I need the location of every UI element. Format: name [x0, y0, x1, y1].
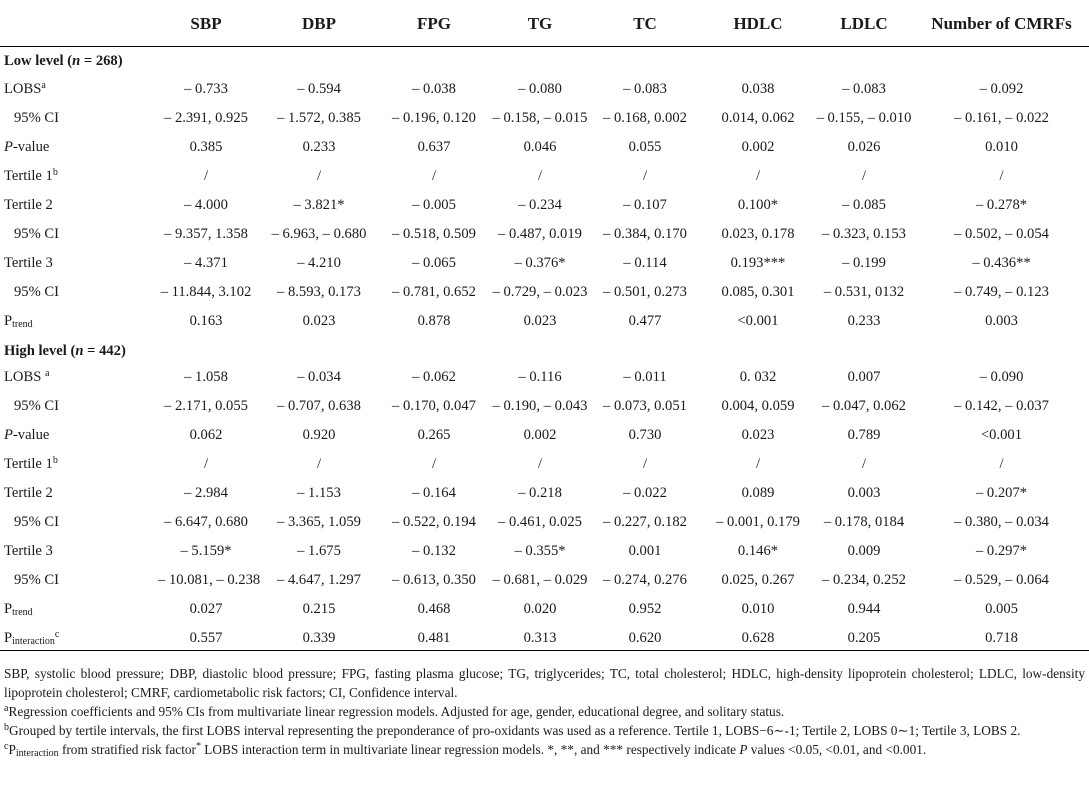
table-cell: /: [755, 456, 761, 472]
table-cell: 0.010: [985, 139, 1018, 155]
table-cell: 0.055: [628, 139, 662, 155]
table-cell: – 0.155, – 0.010: [816, 110, 912, 126]
table-footnotes: [4, 664, 1085, 759]
table-cell: /: [203, 456, 209, 472]
table-cell: /: [999, 168, 1004, 184]
table-cell: – 0.199: [842, 255, 886, 271]
table-cell: – 0.234: [518, 197, 562, 213]
row-label: LOBS $^a$: [4, 368, 50, 385]
row-label: Tertile 3: [4, 255, 53, 271]
table-cell: – 0.161, – 0.022: [954, 110, 1049, 126]
row-label: P-value: [4, 427, 50, 443]
table-cell: 0.023, 0.178: [721, 226, 795, 242]
column-header: TG: [527, 14, 553, 33]
column-header: TC: [633, 14, 657, 33]
table-cell: – 0.278*: [975, 197, 1028, 213]
header-rule: [0, 46, 1089, 47]
row-label: 95% CI: [14, 284, 59, 300]
table-cell: – 0.461, 0.025: [498, 514, 582, 530]
table-cell: – 5.159*: [180, 543, 232, 559]
table-cell: – 0.116: [518, 369, 562, 385]
table-cell: 0.020: [523, 601, 557, 617]
table-cell: 0.046: [523, 139, 557, 155]
table-cell: – 0.297*: [975, 543, 1028, 559]
row-label: 95% CI: [14, 572, 59, 588]
row-label: 95% CI: [14, 226, 59, 242]
table-row: [0, 480, 1089, 509]
table-cell: <0.001: [980, 427, 1023, 443]
table-cell: – 10.081, – 0.238: [158, 572, 261, 588]
row-label: $P_{interaction}^c$: [4, 629, 60, 647]
table-row: [0, 509, 1089, 538]
table-cell: – 0.733: [184, 81, 228, 97]
table-cell: – 0.178, 0184: [823, 514, 905, 530]
table-cell: 0.002: [741, 139, 775, 155]
table-cell: 0.952: [628, 601, 662, 617]
row-label: Tertile 3: [4, 543, 53, 559]
table-row: [0, 451, 1089, 480]
table-cell: – 0.083: [842, 81, 886, 97]
table-row: [0, 105, 1089, 134]
column-header: FPG: [417, 14, 451, 33]
table-cell: – 0.073, 0.051: [603, 398, 687, 414]
row-label: Tertile 1$^b$: [4, 167, 58, 184]
table-cell: – 0.522, 0.194: [392, 514, 476, 530]
table-cell: 0.215: [302, 601, 336, 617]
table-cell: 0.789: [847, 427, 881, 443]
table-cell: – 0.005: [412, 197, 456, 213]
table-cell: 0.468: [417, 601, 451, 617]
table-cell: – 0.355*: [514, 543, 566, 559]
table-cell: 0.026: [847, 139, 881, 155]
table-cell: – 0.681, – 0.029: [492, 572, 588, 588]
table-cell: 0.002: [523, 427, 557, 443]
table-cell: 0.481: [417, 630, 451, 646]
table-cell: – 6.963, – 0.680: [271, 226, 367, 242]
table-cell: – 4.210: [297, 255, 341, 271]
column-header: HDLC: [733, 14, 783, 33]
table-cell: – 11.844, 3.102: [160, 284, 252, 300]
table-cell: – 0.090: [979, 369, 1024, 385]
table-cell: – 0.749, – 0.123: [954, 284, 1049, 300]
table-cell: 0.005: [985, 601, 1018, 617]
table-cell: – 0.092: [979, 81, 1024, 97]
table-cell: 0.014, 0.062: [721, 110, 795, 126]
row-label: 95% CI: [14, 514, 59, 530]
table-row: [0, 279, 1089, 308]
table-cell: /: [316, 456, 322, 472]
table-cell: – 8.593, 0.173: [277, 284, 361, 300]
table-cell: 0.003: [985, 313, 1018, 329]
table-cell: – 0.083: [623, 81, 667, 97]
table-row: [0, 364, 1089, 393]
table-cell: 0.027: [189, 601, 223, 617]
table-cell: 0.477: [628, 313, 662, 329]
table-cell: – 0.594: [297, 81, 341, 97]
row-label: Tertile 2: [4, 485, 53, 501]
table-cell: – 0.531, 0132: [823, 284, 905, 300]
table-cell: – 0.164: [412, 485, 456, 501]
table-cell: 0.193***: [730, 255, 786, 271]
table-cell: 0.265: [417, 427, 451, 443]
table-row: [0, 308, 1089, 337]
table-cell: 0.944: [847, 601, 881, 617]
table-cell: 0.023: [523, 313, 557, 329]
table-cell: 0.730: [628, 427, 662, 443]
table-cell: 0.062: [189, 427, 223, 443]
table-cell: – 0.518, 0.509: [392, 226, 476, 242]
table-cell: 0.878: [417, 313, 451, 329]
table-row: [0, 567, 1089, 596]
column-header: Number of CMRFs: [931, 14, 1072, 33]
column-header: LDLC: [840, 14, 888, 33]
table-cell: – 0.707, 0.638: [277, 398, 361, 414]
table-cell: – 0.613, 0.350: [392, 572, 476, 588]
table-cell: 0.010: [741, 601, 775, 617]
table-cell: – 0.380, – 0.034: [954, 514, 1049, 530]
table-cell: 0.233: [302, 139, 336, 155]
table-cell: – 9.357, 1.358: [164, 226, 248, 242]
table-cell: 0.089: [741, 485, 775, 501]
table-cell: – 1.058: [184, 369, 228, 385]
table-cell: 0.233: [847, 313, 881, 329]
table-cell: /: [642, 168, 648, 184]
table-cell: 0.385: [189, 139, 223, 155]
table-cell: 0.100*: [737, 197, 779, 213]
table-header: [0, 0, 1089, 46]
table-cell: – 2.171, 0.055: [164, 398, 248, 414]
table-cell: – 0.501, 0.273: [603, 284, 687, 300]
table-cell: – 0.114: [623, 255, 667, 271]
table-cell: – 0.729, – 0.023: [492, 284, 588, 300]
table-cell: 0.007: [847, 369, 881, 385]
table-row: [0, 422, 1089, 451]
table-cell: 0. 032: [739, 369, 777, 385]
table-cell: – 2.984: [184, 485, 228, 501]
table-cell: – 0.384, 0.170: [603, 226, 687, 242]
table-cell: 0.009: [847, 543, 881, 559]
row-label: P-value: [4, 139, 50, 155]
table-cell: – 0.529, – 0.064: [954, 572, 1049, 588]
table-row: [0, 134, 1089, 163]
table-cell: 0.023: [302, 313, 336, 329]
row-label: Tertile 1$^b$: [4, 455, 58, 472]
table-row: [0, 76, 1089, 105]
table-cell: – 1.572, 0.385: [277, 110, 361, 126]
table-cell: – 0.038: [412, 81, 456, 97]
column-header: SBP: [190, 14, 222, 33]
table-cell: – 0.190, – 0.043: [492, 398, 588, 414]
low-level-section-title: Low level (n = 268): [4, 53, 123, 69]
table-cell: /: [642, 456, 648, 472]
table-row: [0, 393, 1089, 422]
column-header: DBP: [302, 14, 336, 33]
table-cell: – 4.000: [184, 197, 228, 213]
table-cell: <0.001: [737, 313, 779, 329]
table-cell: /: [755, 168, 761, 184]
table-cell: /: [316, 168, 322, 184]
table-cell: – 0.227, 0.182: [603, 514, 687, 530]
table-cell: 0.339: [302, 630, 336, 646]
table-row: [0, 192, 1089, 221]
table-cell: /: [431, 456, 437, 472]
table-cell: – 6.647, 0.680: [164, 514, 248, 530]
table-cell: – 1.153: [297, 485, 341, 501]
table-cell: – 0.436**: [972, 255, 1031, 271]
table-cell: – 0.107: [623, 197, 667, 213]
table-cell: – 2.391, 0.925: [164, 110, 248, 126]
table-cell: – 0.142, – 0.037: [954, 398, 1049, 414]
table-cell: – 3.821*: [293, 197, 345, 213]
table-cell: 0.023: [741, 427, 775, 443]
table-cell: – 4.371: [184, 255, 228, 271]
table-cell: – 0.158, – 0.015: [492, 110, 588, 126]
table-cell: – 0.274, 0.276: [603, 572, 687, 588]
row-label: $P_{trend}$: [4, 601, 33, 618]
table-cell: – 4.647, 1.297: [277, 572, 361, 588]
table-cell: – 0.065: [412, 255, 456, 271]
table-cell: – 0.168, 0.002: [603, 110, 687, 126]
table-cell: – 0.218: [518, 485, 562, 501]
table-cell: 0.025, 0.267: [721, 572, 795, 588]
footnote-c: $^cP_{interaction}$ from stratified risk factor* LOBS interaction term in multivariate linear regression models. *, **, and *** respectively indicate P values <0.05, <0.01, and <0.001.: [4, 741, 927, 759]
table-cell: – 0.022: [623, 485, 667, 501]
table-cell: 0.085, 0.301: [721, 284, 795, 300]
footnote-b: $^b$Grouped by tertile intervals, the first LOBS interval representing the preponderance of pro-oxidants was used as a reference. Tertile 1, LOBS−6∼-1; Tertile 2, LOBS 0∼1; Tertile 3, LOBS 2.: [4, 722, 1021, 738]
table-cell: – 0.323, 0.153: [822, 226, 906, 242]
row-label: $P_{trend}$: [4, 313, 33, 330]
table-cell: /: [203, 168, 209, 184]
table-cell: /: [861, 168, 867, 184]
table-cell: – 0.207*: [975, 485, 1028, 501]
bottom-rule: [0, 650, 1089, 651]
table-cell: 0.003: [847, 485, 881, 501]
table-cell: – 0.376*: [514, 255, 566, 271]
table-cell: – 0.001, 0.179: [716, 514, 800, 530]
table-cell: – 0.781, 0.652: [392, 284, 476, 300]
table-cell: – 0.170, 0.047: [392, 398, 476, 414]
footnote-abbreviations: SBP, systolic blood pressure; DBP, diastolic blood pressure; FPG, fasting plasma glucose; TG, triglycerides; TC, total cholesterol; HDLC, high-density lipoprotein cholesterol; LDLC, low-density lipoprotein cholesterol; CMRF, cardiometabolic risk factors; CI, Confidence interval.: [4, 666, 1085, 700]
table-row: [0, 163, 1089, 192]
table-cell: /: [537, 456, 543, 472]
table-cell: 0.718: [985, 630, 1018, 646]
table-row: [0, 596, 1089, 625]
table-cell: – 0.080: [518, 81, 562, 97]
table-cell: – 0.196, 0.120: [392, 110, 476, 126]
table-cell: 0.004, 0.059: [721, 398, 795, 414]
row-label: LOBS$^a$: [4, 80, 46, 97]
table-cell: /: [999, 456, 1004, 472]
table-cell: – 0.011: [623, 369, 667, 385]
table-cell: /: [431, 168, 437, 184]
table-cell: 0.637: [417, 139, 451, 155]
table-cell: – 0.085: [842, 197, 886, 213]
table-cell: 0.163: [189, 313, 223, 329]
table-cell: 0.557: [189, 630, 223, 646]
table-cell: – 0.502, – 0.054: [954, 226, 1049, 242]
high-level-section-title: High level (n = 442): [4, 343, 126, 359]
table-cell: – 0.034: [297, 369, 341, 385]
table-cell: 0.628: [741, 630, 775, 646]
table-cell: – 0.132: [412, 543, 456, 559]
footnote-a: $^a$Regression coefficients and 95% CIs from multivariate linear regression models. Adjusted for age, gender, educational degree, and solitary status.: [4, 703, 785, 719]
row-label: 95% CI: [14, 398, 59, 414]
table-row: [0, 538, 1089, 567]
table-cell: – 0.487, 0.019: [498, 226, 582, 242]
table-cell: 0.920: [302, 427, 336, 443]
table-cell: 0.038: [741, 81, 775, 97]
table-cell: /: [537, 168, 543, 184]
table-cell: – 3.365, 1.059: [277, 514, 361, 530]
table-cell: 0.001: [628, 543, 662, 559]
table-row: [0, 250, 1089, 279]
table-cell: – 1.675: [297, 543, 341, 559]
table-cell: 0.205: [847, 630, 881, 646]
table-cell: – 0.047, 0.062: [822, 398, 906, 414]
table-cell: – 0.234, 0.252: [822, 572, 906, 588]
row-label: Tertile 2: [4, 197, 53, 213]
table-cell: 0.146*: [737, 543, 779, 559]
table-cell: – 0.062: [412, 369, 456, 385]
row-label: 95% CI: [14, 110, 59, 126]
table-row: [0, 221, 1089, 250]
table-cell: /: [861, 456, 867, 472]
table-cell: 0.620: [628, 630, 662, 646]
table-cell: 0.313: [523, 630, 557, 646]
